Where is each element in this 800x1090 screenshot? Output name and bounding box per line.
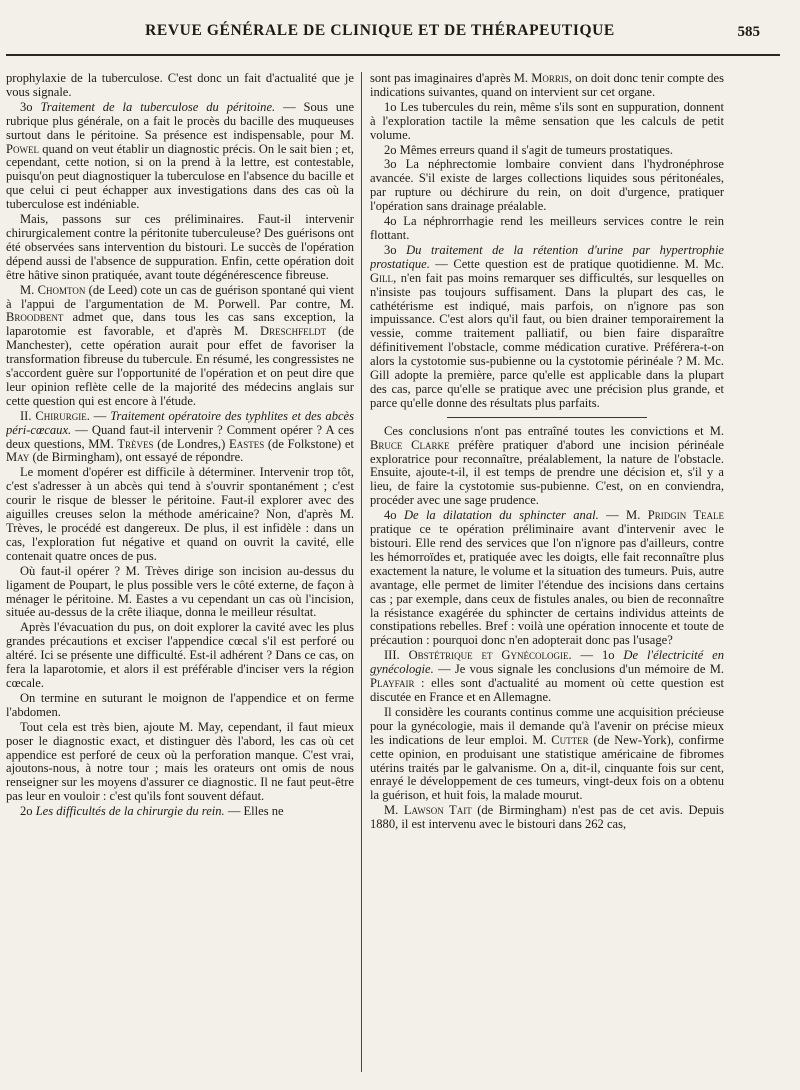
- paragraph-text: , on doit donc tenir compte des indications suivantes, quand on intervient sur cet organe.: [370, 72, 724, 99]
- paragraph-text: Ces conclusions n'ont pas entraîné toutes les convictions et M.: [384, 423, 724, 438]
- paragraph: Mais, passons sur ces préliminaires. Faut-il intervenir chirurgicalement contre la péritonite tuberculeuse? Des guérisons ont été observées sans intervention du bistouri. Le succès de l'opération dépend aussi de l'absence de suppuration. Enfin, cette opération doit être hâtive sinon pratiquée, avant toute dégénérescence fibreuse.: [6, 212, 354, 282]
- paragraph: [370, 706, 724, 803]
- section-number: 3o: [384, 242, 407, 257]
- right-column: [370, 72, 724, 1072]
- paragraph: Tout cela est très bien, ajoute M. May, cependant, il faut mieux poser le diagnostic exact, et distinguer dès l'abord, les cas où cet appendice est perforé de ceux où la perforation manque. C'est vrai, ajoutons-nous, à notre tour ; mais les orateurs ont omis de nous renseigner sur les moyens d'assurer ce diagnostic. Il ne faut peut-être pas leur en vouloir : c'est qu'ils font souvent défaut.: [6, 719, 354, 804]
- column-divider: [361, 72, 362, 1072]
- paragraph: On termine en suturant le moignon de l'appendice et on ferme l'abdomen.: [6, 690, 354, 719]
- paragraph: Où faut-il opérer ? M. Trèves dirige son incision au-dessus du ligament de Poupart, le plus possible vers le côté externe, de façon à ménager le péritoine. M. Eastes a vu cependant un cas où l'incision, située au-dessus de la crête iliaque, donna le meilleur résultat.: [6, 563, 354, 620]
- author-name: Playfair: [370, 676, 415, 691]
- paragraph-text: —: [89, 408, 111, 423]
- author-name: May: [6, 450, 30, 465]
- paragraph: Le moment d'opérer est difficile à déterminer. Intervenir trop tôt, c'est s'adresser à un abcès qui tend à s'ouvrir spontanément ; c'est courir le risque de blesser le péritoine. Faut-il explorer avec des aiguilles creuses selon la méthode américaine? Non, d'après M. Trèves, le procédé est dangereux. De plus, il est infidèle : dans un cas, l'exploration fut négative et quand on ouvrit la cavité, elle contenait quatre onces de pus.: [6, 465, 354, 563]
- paragraph: [370, 649, 724, 705]
- paragraph: [370, 244, 724, 411]
- paragraph: [370, 509, 724, 648]
- paragraph-text: quand on veut établir un diagnostic précis. On le sait bien ; et, cependant, cette notion, si on la prend à la lettre, est contestable, puisqu'on peut diagnostiquer la tuberculose en l'absence du bacille et que celui ci peut échapper aux investigations dans des cas où la tuberculose est indéniable.: [6, 141, 354, 212]
- paragraph: [6, 410, 354, 466]
- paragraph-text: admet que, dans tous les cas sans exception, la laparotomie est favorable, et d'après M.: [6, 310, 354, 339]
- paragraph-text: (de Manchester), cette opération aurait pour effet de favoriser la transformation fibreuse du tubercule. En résumé, les congressistes ne s'accordent guère sur l'opportunité de l'opération et on peut dire que leur opinion reflète celle de la majorité des médecins anglais sur cette question qui est encore à l'étude.: [6, 324, 354, 408]
- paragraph-text: sont pas imaginaires d'après M.: [370, 72, 532, 85]
- paragraph-text: — Sous une rubrique plus générale, on a fait le procès du bacille des muqueuses surtout dans le péritoine. Sa présence est indispensable, pour M.: [6, 99, 354, 142]
- paragraph-text: pratique ce te opération préliminaire avant d'intervenir avec le bistouri. Elle rend des services que l'on n'ignore pas d'ailleurs, contre les hémorroïdes et, pratiquée avec les doigts, elle fait reconnaître plus exactement la nature, le volume et la situation des tumeurs. Puis, autre avantage, elle permet de limiter l'étendue des incisions dans certains cas ; par exemple, dans ceux de fistules anales, ou bien de reconnaître la résistance exagérée du sphincter de certains individus atteints de constipations rebelles. Bref : voilà une opération innocente et toute de précaution : pourquoi donc n'en adopterait donc pas l'usage?: [370, 522, 724, 648]
- paragraph: [370, 72, 724, 100]
- running-title: REVUE GÉNÉRALE DE CLINIQUE ET DE THÉRAPEUTIQUE: [145, 22, 615, 39]
- paragraph-text: , n'en fait pas moins remarquer ses difficultés, sur lesquelles on n'insiste pas toujours suffisament. Dans la plupart des cas, le cathétérisme est indiqué, mais parfois, on n'ignore pas son impuissance. C'est alors qu'il faut, ou bien drainer temporairement la vessie, comme traitement palliatif, ou bien faire disparaître définitivement l'obstacle, comme médication curative. Préférera-t-on alors la cystotomie sus-pubienne ou la cystotomie périnéale ? M. Mc. Gill adopte la première, parce qu'elle est applicable dans la plupart des cas, parce qu'elle se pratique avec une précision plus grande, et parce qu'elle donne des résultats plus parfaits.: [370, 270, 724, 410]
- paragraph-text: (de Birmingham) n'est pas de cet avis. Depuis 1880, il est intervenu avec le bistouri dans 262 cas,: [370, 803, 724, 832]
- paragraph-text: Il considère les courants continus comme une acquisition précieuse pour la gynécologie, mais il demande qu'à l'avenir on précise mieux les indications de leur emploi. M.: [370, 704, 724, 747]
- section-number: 4o: [384, 508, 404, 523]
- section-number: 3o: [20, 99, 33, 114]
- page-number: 585: [737, 24, 760, 40]
- section-number: 2o: [20, 804, 36, 819]
- paragraph: [6, 101, 354, 212]
- paragraph-text: (de Folkstone) et: [264, 436, 354, 451]
- paragraph-text: — Quand faut-il intervenir ? Comment opérer ? A ces deux questions, MM.: [6, 422, 354, 451]
- left-column: [6, 72, 354, 1072]
- paragraph: 4o La néphrorrhagie rend les meilleurs services contre le rein flottant.: [370, 214, 724, 242]
- paragraph-text: — M.: [598, 508, 648, 523]
- author-name: Morris: [531, 72, 569, 85]
- author-name: Chomton: [37, 282, 86, 297]
- paragraph: 1o Les tubercules du rein, même s'ils sont en suppuration, donnent à l'exploration tactile la même sensation que les calculs de petit volume.: [370, 99, 724, 142]
- author-name: Trèves: [117, 436, 154, 451]
- section-heading: Chirurgie.: [35, 408, 90, 423]
- paragraph-text: (de Londres,): [153, 436, 230, 451]
- author-name: Lawson Tait: [403, 803, 472, 818]
- paragraph: 3o La néphrectomie lombaire convient dans l'hydronéphrose avancée. S'il existe de larges collections liquides sous péritonéales, par rupture ou déchirure du rein, on doit d'urgence, pratiquer l'opération sans drainage préalable.: [370, 157, 724, 214]
- author-name: Cutter: [551, 732, 589, 747]
- paragraph-text: (de New-York), confirme cette opinion, en produisant une statistique américaine de fibromes utérins traités par le galvanisme. On a, dit-il, cinquante fois sur cent, enrayé le développement de ces tumeurs, vingt-deux fois on a obtenu la guérison, et huit fois, la malade mourut.: [370, 732, 724, 803]
- paragraph: [370, 425, 724, 508]
- section-heading: Obstétrique et Gynécologie.: [408, 648, 572, 663]
- paragraph-text: : elles sont d'actualité au moment où cette question est discutée en France et en Allemagne.: [370, 676, 724, 704]
- paragraph-text: (de Leed) cote un cas de guérison spontané qui vient à l'appui de l'argumentation de M. Porwell. Par contre, M.: [6, 282, 354, 311]
- paragraph: prophylaxie de la tuberculose. C'est donc un fait d'actualité que je vous signale.: [6, 72, 354, 99]
- section-title: Traitement de la tuberculose du péritoine.: [40, 99, 276, 114]
- separator-rule: [447, 417, 647, 418]
- section-number: III.: [384, 648, 409, 663]
- author-name: Dreschfeldt: [260, 324, 327, 339]
- page-header: [0, 14, 800, 54]
- paragraph-text: M.: [20, 282, 38, 297]
- section-title: De l'électricité en gynécologie.: [370, 648, 724, 677]
- author-name: Eastes: [229, 436, 265, 451]
- section-number: II.: [20, 408, 36, 423]
- paragraph-text: — Cette question est de pratique quotidienne. M. Mc.: [429, 256, 724, 271]
- section-title: Du traitement de la rétention d'urine par hypertrophie prostatique.: [370, 242, 724, 271]
- paragraph: 2o Mêmes erreurs quand il s'agit de tumeurs prostatiques.: [384, 142, 674, 157]
- paragraph: [6, 284, 354, 409]
- section-title: De la dilatation du sphincter anal.: [403, 508, 599, 523]
- section-title: Les difficultés de la chirurgie du rein.: [35, 804, 225, 819]
- author-name: Bruce Clarke: [370, 437, 450, 452]
- paragraph-text: (de Birmingham), ont essayé de répondre.: [29, 450, 244, 465]
- paragraph: [370, 804, 724, 832]
- paragraph-text: — Elles ne: [224, 804, 284, 819]
- paragraph-text: préfère pratiquer d'abord une incision périnéale exploratrice pour reconnaître, préalablement, la nature de l'obstacle. Ensuite, ajoute-t-il, il est temps de prendre une décision et, s'il y a lieu, de faire la cystotomie sus-pubienne. C'est, on en conviendra, procéder avec une sage prudence.: [370, 437, 724, 508]
- paragraph-text: M.: [384, 803, 404, 818]
- header-rule: [6, 54, 780, 56]
- paragraph: Après l'évacuation du pus, on doit explorer la cavité avec les plus grandes précautions et exciser l'appendice cœcal s'il est perforé ou altéré. Ici se présente une difficulté. Est-il adhérent ? Dans ce cas, on fera la laparotomie, et alors il est préférable d'inciser vers la région cœcale.: [6, 620, 354, 690]
- author-name: Pridgin Teale: [647, 508, 724, 523]
- paragraph-text: — Je vous signale les conclusions d'un mémoire de M.: [433, 662, 724, 677]
- author-name: Powel: [6, 141, 39, 156]
- author-name: Gill: [370, 270, 394, 285]
- section-title: Traitement opératoire des typhlites et des abcès péri-cœcaux.: [6, 408, 354, 437]
- author-name: Broodbent: [6, 310, 64, 325]
- paragraph: [6, 805, 354, 819]
- paragraph-text: — 1o: [571, 648, 624, 663]
